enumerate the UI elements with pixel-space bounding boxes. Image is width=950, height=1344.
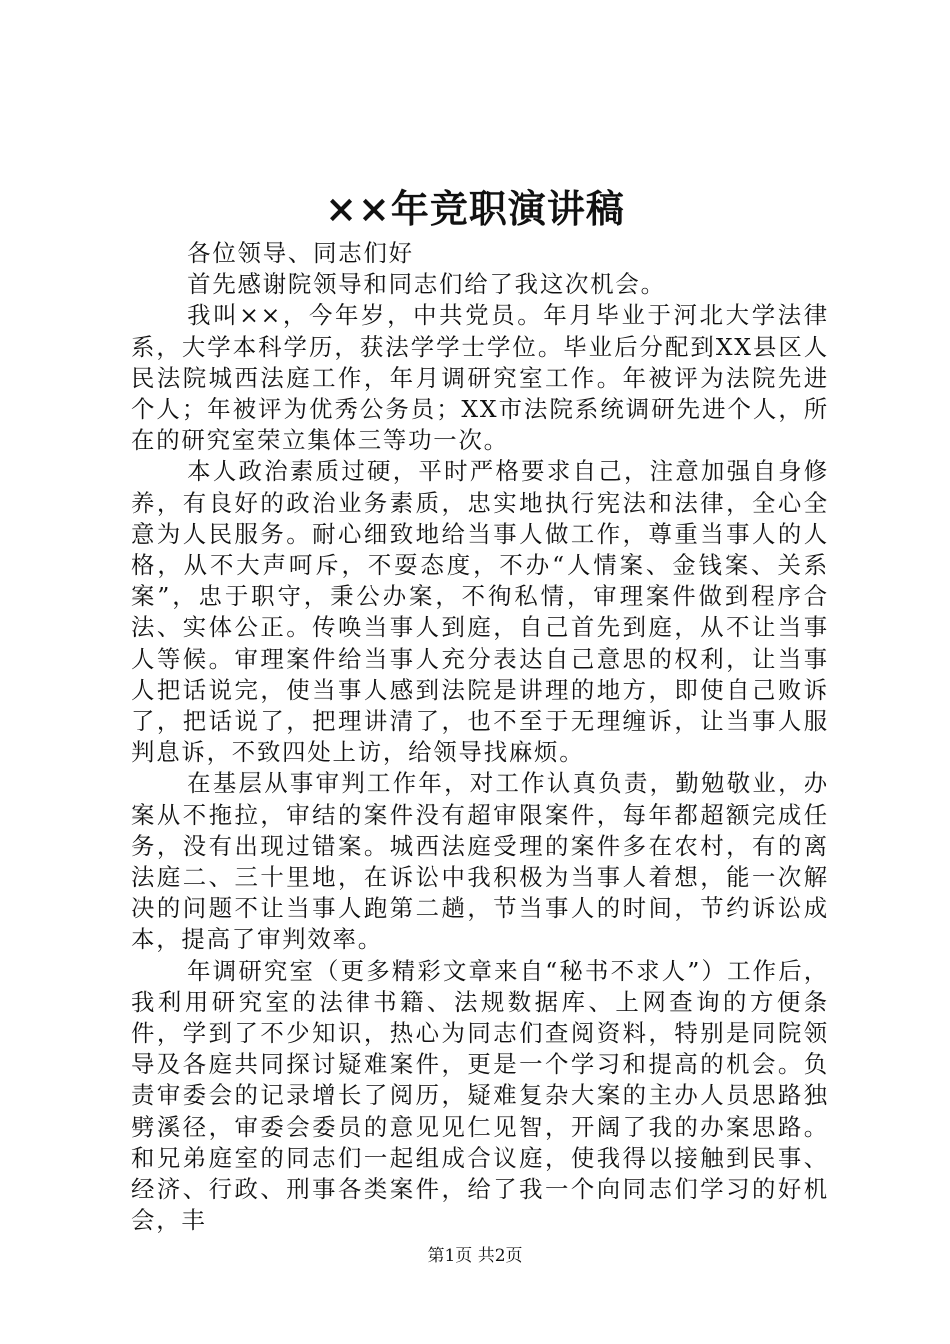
document-body <box>131 238 829 1237</box>
paragraph-greeting: 各位领导、同志们好 <box>187 239 414 267</box>
document-title: ××年竞职演讲稿 <box>325 186 625 231</box>
paragraph-political-quality: 本人政治素质过硬，平时严格要求自己，注意加强自身修养，有良好的政治业务素质，忠实地执行宪法和法律，全心全意为人民服务。耐心细致地给当事人做工作，尊重当事人的人格，从不大声呵斥，不耍态度，不办“人情案、金钱案、关系案”，忠于职守，秉公办案，不徇私情，审理案件做到程序合法、实体公正。传唤当事人到庭，自己首先到庭，从不让当事人等候。审理案件给当事人充分表达自己意思的权利，让当事人把话说完，使当事人感到法院是讲理的地方，即使自己败诉了，把话说了，把理讲清了，也不至于无理缠诉，让当事人服判息诉，不致四处上访，给领导找麻烦。 <box>131 457 829 767</box>
page-number-footer: 第1页 共2页 <box>427 1246 523 1266</box>
paragraph-introduction: 我叫××，今年岁，中共党员。年月毕业于河北大学法律系，大学本科学历，获法学学士学位。毕业后分配到XX县区人民法院城西法庭工作，年月调研究室工作。年被评为法院先进个人；年被评为优秀公务员；XX市法院系统调研先进个人，所在的研究室荣立集体三等功一次。 <box>131 301 829 455</box>
paragraph-grassroots-work: 在基层从事审判工作年，对工作认真负责，勤勉敬业，办案从不拖拉，审结的案件没有超审限案件，每年都超额完成任务，没有出现过错案。城西法庭受理的案件多在农村，有的离法庭二、三十里地，在诉讼中我积极为当事人着想，能一次解决的问题不让当事人跑第二趟，节当事人的时间，节约诉讼成本，提高了审判效率。 <box>131 769 829 954</box>
paragraph-thanks: 首先感谢院领导和同志们给了我这次机会。 <box>187 270 666 299</box>
paragraph-research-office: 年调研究室（更多精彩文章来自“秘书不求人”）工作后，我利用研究室的法律书籍、法规数据库、上网查询的方便条件，学到了不少知识，热心为同志们查阅资料，特别是同院领导及各庭共同探讨疑难案件，更是一个学习和提高的机会。负责审委会的记录增长了阅历，疑难复杂大案的主办人员思路独劈溪径，审委会委员的意见见仁见智，开阔了我的办案思路。和兄弟庭室的同志们一起组成合议庭，使我得以接触到民事、经济、行政、刑事各类案件，给了我一个向同志们学习的好机会，丰 <box>131 956 829 1235</box>
